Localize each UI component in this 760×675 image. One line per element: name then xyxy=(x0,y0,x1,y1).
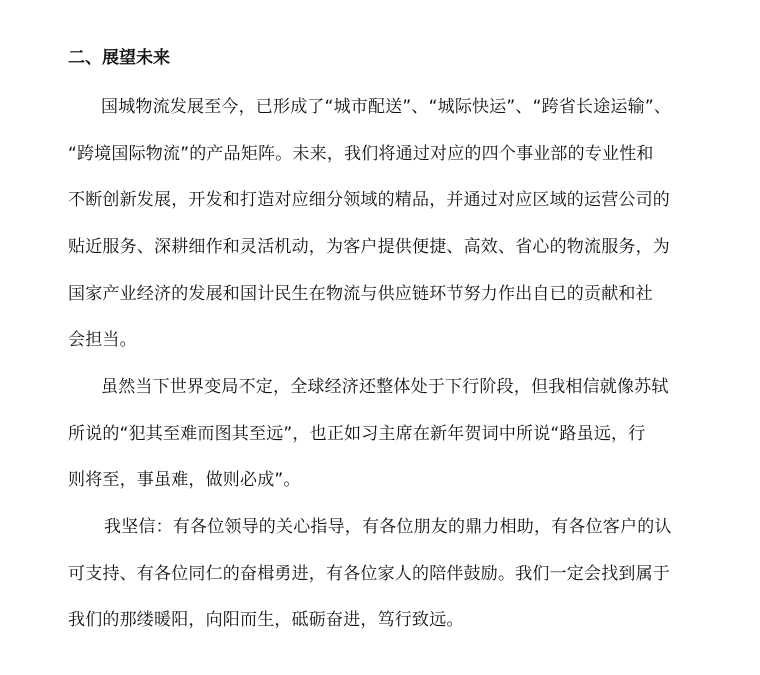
paragraph-1-line-5: 国家产业经济的发展和国计民生在物流与供应链环节努力作出自已的贡献和社 xyxy=(68,284,653,304)
paragraph-1-line-3: 不断创新发展，开发和打造对应细分领域的精品，并通过对应区域的运营公司的 xyxy=(68,190,670,210)
paragraph-2-line-2: 所说的“犯其至难而图其至远”，也正如习主席在新年贺词中所说“路虽远，行 xyxy=(68,424,646,444)
paragraph-3-line-2: 可支持、有各位同仁的奋楫勇进，有各位家人的陪伴鼓励。我们一定会找到属于 xyxy=(68,564,670,584)
paragraph-2-line-1: 虽然当下世界变局不定，全球经济还整体处于下行阶段，但我相信就像苏轼 xyxy=(101,377,669,397)
paragraph-1-line-6: 会担当。 xyxy=(68,330,137,350)
paragraph-1-line-4: 贴近服务、深耕细作和灵活机动，为客户提供便捷、高效、省心的物流服务，为 xyxy=(68,237,670,257)
paragraph-3-line-3: 我们的那缕暖阳，向阳而生，砥砺奋进，笃行致远。 xyxy=(68,610,464,630)
paragraph-1-line-1: 国城物流发展至今，已形成了“城市配送”、“城际快运”、“跨省长途运输”、 xyxy=(101,97,672,117)
paragraph-1-line-2: “跨境国际物流”的产品矩阵。未来，我们将通过对应的四个事业部的专业性和 xyxy=(68,144,654,164)
paragraph-3-line-1: 我坚信：有各位领导的关心指导，有各位朋友的鼎力相助，有各位客户的认 xyxy=(104,517,672,537)
paragraph-2-line-3: 则将至，事虽难，做则必成”。 xyxy=(68,470,301,490)
section-heading: 二、展望未来 xyxy=(68,48,170,68)
